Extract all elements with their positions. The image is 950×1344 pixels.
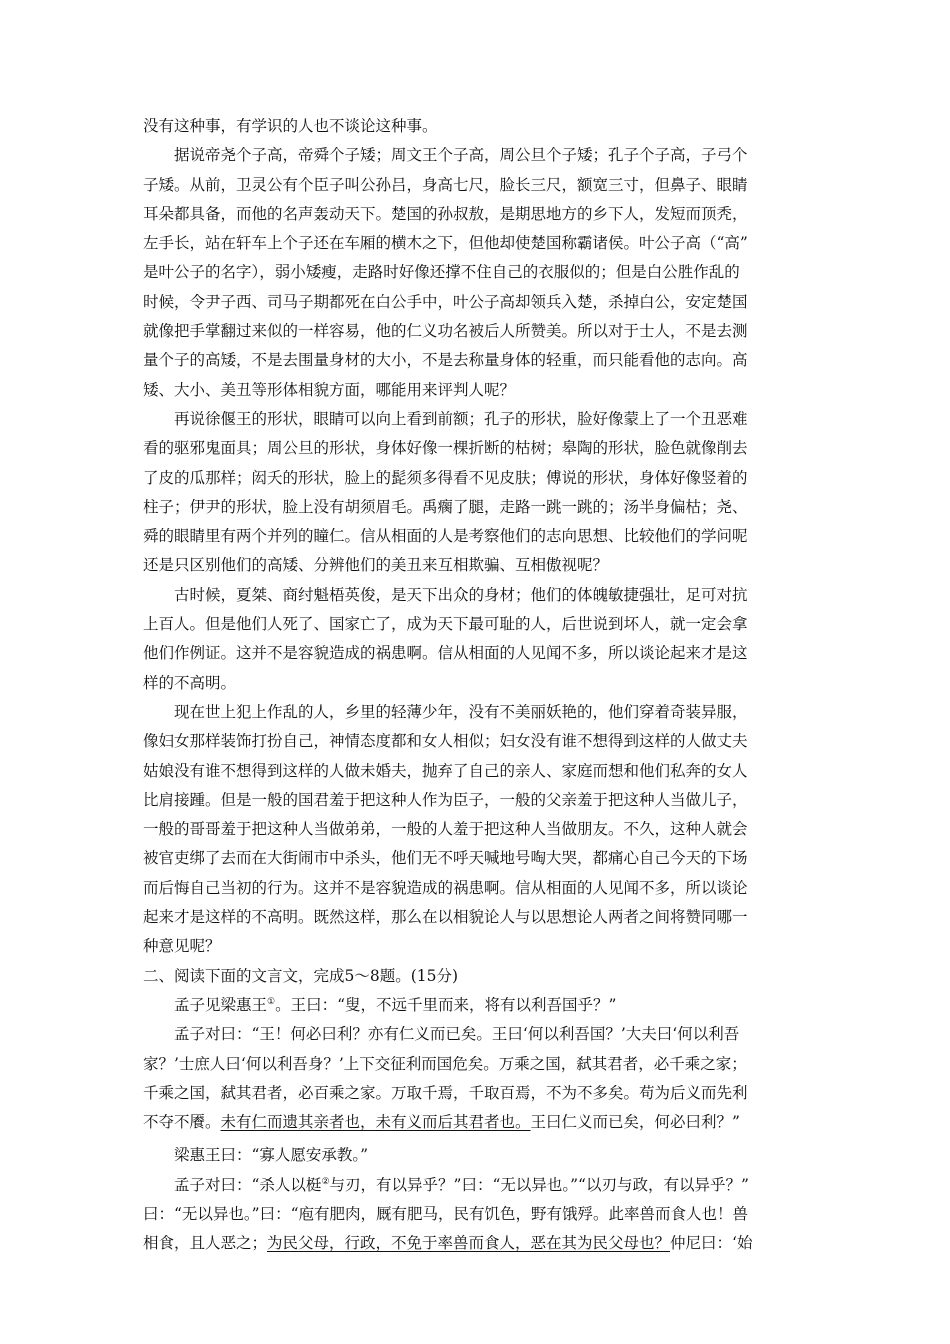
passage-line: 孟子对曰：“王！何必曰利？亦有仁义而已矣。王曰‘何以利吾国？’大夫曰‘何以利吾 (174, 1025, 740, 1044)
paragraph-start: 据说帝尧个子高，帝舜个子矮；周文王个子高，周公旦个子矮；孔子个子高，子弓个 (174, 146, 748, 165)
passage-line: 梁惠王曰：“寡人愿安承教。” (174, 1146, 369, 1165)
document-page (143, 112, 808, 1259)
section-heading: 二、阅读下面的文言文，完成5～8题。(15分) (143, 966, 459, 985)
text-line: 像妇女那样装饰打扮自己，神情态度都和女人相似；妇女没有谁不想得到这样的人做丈夫 (143, 732, 748, 751)
text-line: 看的驱邪鬼面具；周公旦的形状，身体好像一棵折断的枯树；皋陶的形状，脸色就像削去 (143, 439, 748, 458)
text-line: 一般的哥哥羞于把这种人当做弟弟，一般的人羞于把这种人当做朋友。不久，这种人就会 (143, 820, 748, 839)
paragraph-start: 再说徐偃王的形状，眼睛可以向上看到前额；孔子的形状，脸好像蒙上了一个丑恶难 (174, 409, 748, 428)
footnote-marker: ② (321, 1176, 330, 1187)
passage-line (143, 991, 808, 1020)
text-line: 姑娘没有谁不想得到这样的人做未婚夫，抛弃了自己的亲人、家庭而想和他们私奔的女人 (143, 761, 748, 780)
passage-line (143, 1229, 808, 1258)
text-line: 起来才是这样的不高明。既然这样，那么在以相貌论人与以思想论人两者之间将赞同哪一 (143, 908, 748, 927)
text-line: 是叶公子的名字），弱小矮瘦，走路时好像还撑不住自己的衣服似的；但是白公胜作乱的 (143, 263, 740, 282)
underlined-sentence: 为民父母，行政，不免于率兽而食人，恶在其为民父母也？ (267, 1234, 671, 1253)
text-line: 矮、大小、美丑等形体相貌方面，哪能用来评判人呢？ (143, 380, 516, 399)
text-line: 了皮的瓜那样；闳夭的形状，脸上的髭须多得看不见皮肤；傅说的形状，身体好像竖着的 (143, 468, 748, 487)
passage-line: 家？’士庶人曰‘何以利吾身？’上下交征利而国危矣。万乘之国，弑其君者，必千乘之家； (143, 1054, 747, 1073)
passage-line: 千乘之国，弑其君者，必百乘之家。万取千焉，千取百焉，不为不多矣。苟为后义而先利 (143, 1083, 748, 1102)
paragraph-start: 现在世上犯上作乱的人，乡里的轻薄少年，没有不美丽妖艳的，他们穿着奇装异服， (174, 702, 748, 721)
passage-line (143, 1108, 808, 1137)
text-line: 样的不高明。 (143, 673, 237, 692)
passage-text: 仲尼曰：‘始 (670, 1234, 753, 1253)
text-line: 而后悔自己当初的行为。这并不是容貌造成的祸患啊。信从相面的人见闻不多，所以谈论 (143, 878, 748, 897)
text-line: 左手长，站在轩车上个子还在车厢的横木之下，但他却使楚国称霸诸侯。叶公子高（“高” (143, 234, 748, 253)
text-line: 还是只区别他们的高矮、分辨他们的美丑来互相欺骗、互相傲视呢？ (143, 556, 609, 575)
footnote-marker: ① (267, 996, 276, 1007)
passage-text: 王曰仁义而已矣，何必曰利？” (530, 1113, 740, 1132)
text-line: 舜的眼睛里有两个并列的瞳仁。信从相面的人是考察他们的志向思想、比较他们的学问呢 (143, 527, 748, 546)
text-line: 量个子的高矮，不是去围量身材的大小，不是去称量身体的轻重，而只能看他的志向。高 (143, 351, 748, 370)
text-line: 种意见呢？ (143, 937, 221, 956)
passage-text: 不夺不餍。 (143, 1113, 221, 1132)
text-line: 没有这种事，有学识的人也不谈论这种事。 (143, 117, 438, 135)
text-line: 他们作例证。这并不是容貌造成的祸患啊。信从相面的人见闻不多，所以谈论起来才是这 (143, 644, 748, 663)
paragraph-start: 古时候，夏桀、商纣魁梧英俊，是天下出众的身材；他们的体魄敏捷强壮，足可对抗 (174, 585, 748, 604)
text-line: 柱子；伊尹的形状，脸上没有胡须眉毛。禹瘸了腿，走路一跳一跳的；汤半身偏枯；尧、 (143, 497, 748, 516)
passage-line: 曰：“无以异也。”曰：“庖有肥肉，厩有肥马，民有饥色，野有饿殍。此率兽而食人也！兽 (143, 1204, 749, 1223)
passage-text: 。王曰：“叟，不远千里而来，将有以利吾国乎？” (275, 995, 617, 1014)
text-line: 时候，令尹子西、司马子期都死在白公手中，叶公子高却领兵入楚，杀掉白公，安定楚国 (143, 292, 748, 311)
text-line: 上百人。但是他们人死了、国家亡了，成为天下最可耻的人，后世说到坏人，就一定会拿 (143, 615, 748, 634)
text-line: 就像把手掌翻过来似的一样容易，他的仁义功名被后人所赞美。所以对于士人，不是去测 (143, 322, 748, 341)
underlined-sentence: 未有仁而遗其亲者也，未有义而后其君者也。 (220, 1113, 531, 1132)
passage-text: 相食，且人恶之； (143, 1234, 268, 1253)
passage-line (143, 1171, 808, 1200)
passage-text: 与刃，有以异乎？”曰：“无以异也。”“以刃与政，有以异乎？” (329, 1175, 749, 1194)
passage-text: 孟子对曰：“杀人以梃 (174, 1175, 322, 1194)
text-line: 耳朵都具备，而他的名声轰动天下。楚国的孙叔敖，是期思地方的乡下人，发短而顶秃， (143, 204, 748, 223)
text-line: 子矮。从前，卫灵公有个臣子叫公孙吕，身高七尺，脸长三尺，额宽三寸，但鼻子、眼睛 (143, 175, 748, 194)
text-line: 比肩接踵。但是一般的国君羞于把这种人作为臣子，一般的父亲羞于把这种人当做儿子， (143, 790, 748, 809)
text-line: 被官吏绑了去而在大街闹市中杀头，他们无不呼天喊地号啕大哭，都痛心自己今天的下场 (143, 849, 748, 868)
passage-text: 孟子见梁惠王 (174, 995, 268, 1014)
